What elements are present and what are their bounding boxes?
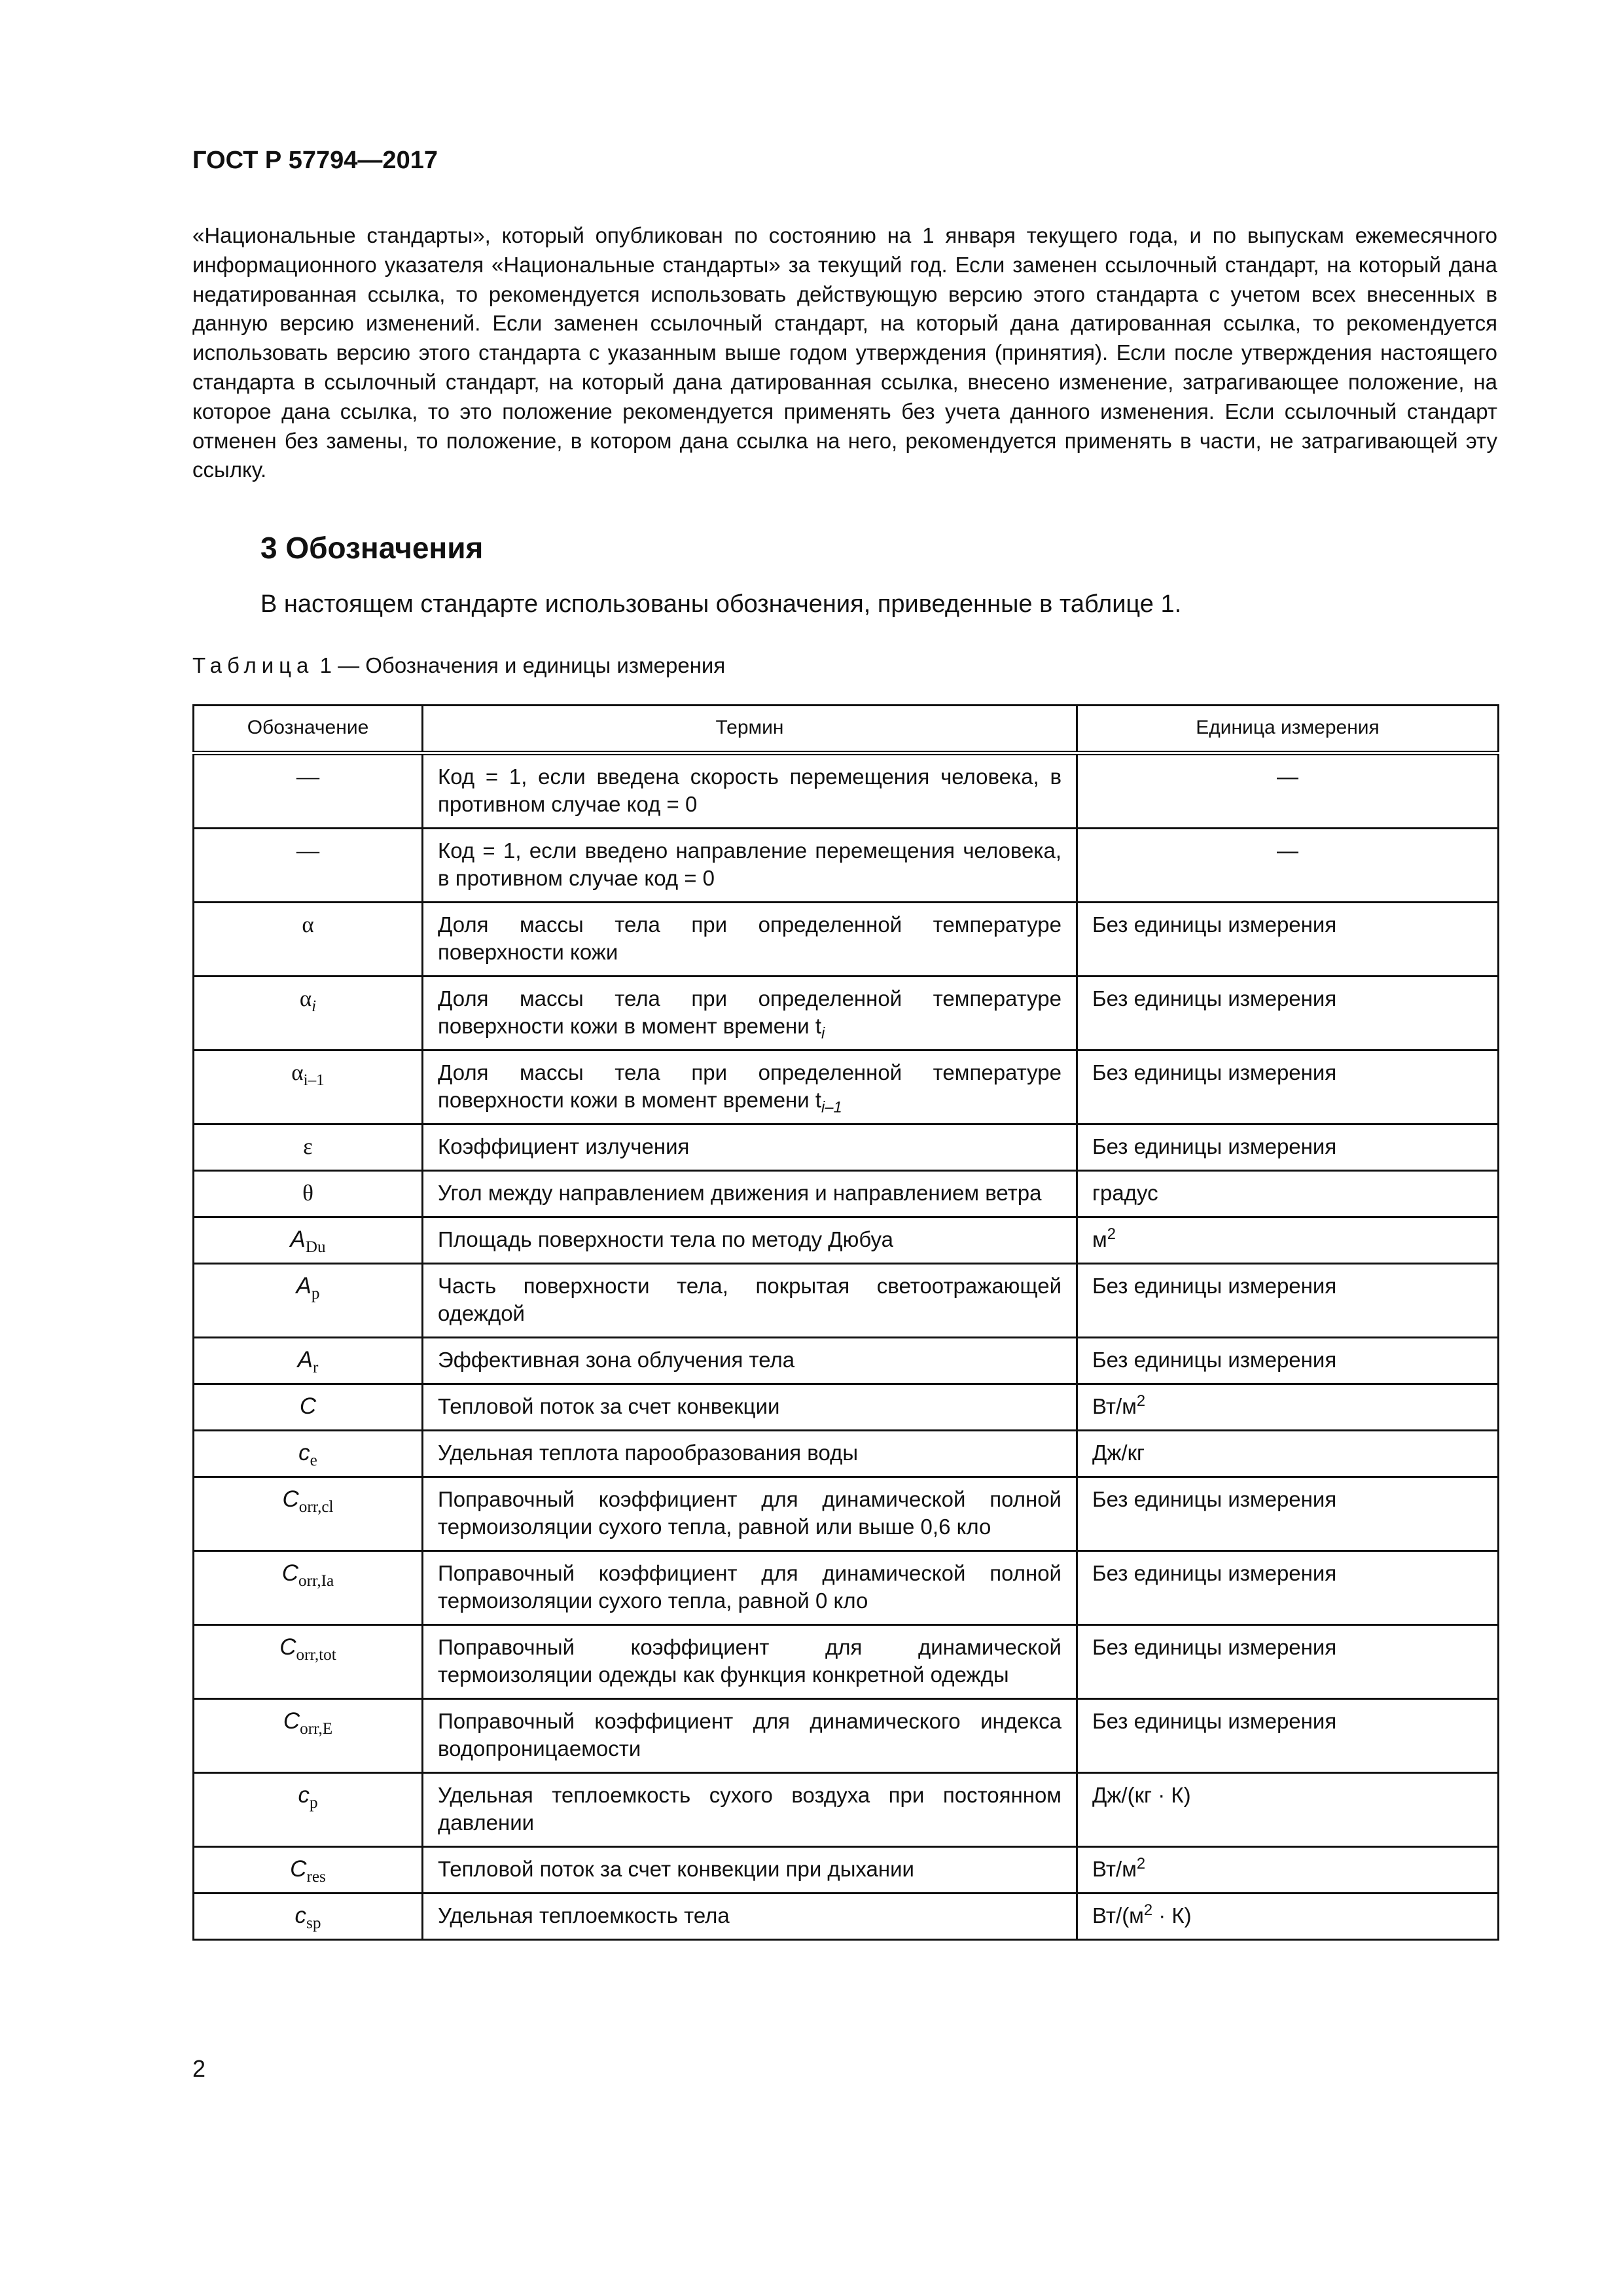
unit-cell [1077, 977, 1499, 1050]
table-row [194, 1431, 1499, 1477]
unit-tail: · К) [1152, 1903, 1192, 1928]
symbol-subscript: sp [306, 1914, 321, 1932]
symbol-base: A [296, 1273, 312, 1299]
symbol-cell [194, 1699, 423, 1773]
unit-text: Без единицы измерения [1092, 1134, 1337, 1158]
unit-cell [1077, 1699, 1499, 1773]
header-unit: Единица измерения [1077, 706, 1499, 753]
unit-cell [1077, 1124, 1499, 1171]
symbol-base: c [298, 1782, 310, 1808]
unit-cell [1077, 829, 1499, 903]
term-text: Удельная теплоемкость тела [438, 1903, 730, 1928]
term-cell [423, 977, 1077, 1050]
table-header-row [194, 706, 1499, 753]
unit-text: Без единицы измерения [1092, 1060, 1337, 1085]
unit-text: м [1092, 1227, 1107, 1251]
unit-text: Без единицы измерения [1092, 1487, 1337, 1511]
section-text: В настоящем стандарте использованы обозначения, приведенные в таблице 1. [260, 590, 1182, 618]
symbol-subscript: p [309, 1794, 318, 1812]
table-row [194, 977, 1499, 1050]
term-text: Площадь поверхности тела по методу Дюбуа [438, 1227, 893, 1251]
table-row [194, 1893, 1499, 1940]
symbol-base: α [299, 986, 312, 1011]
table-row [194, 753, 1499, 829]
table-caption-label: Таблица [192, 653, 314, 677]
unit-cell [1077, 1171, 1499, 1217]
table-row [194, 1551, 1499, 1625]
symbol-cell [194, 1893, 423, 1940]
unit-superscript: 2 [1107, 1225, 1116, 1243]
unit-text: Дж/кг [1092, 1441, 1145, 1465]
symbol-base: C [281, 1560, 299, 1586]
symbol-cell [194, 1050, 423, 1124]
symbol-subscript: orr,E [300, 1720, 333, 1738]
page-number: 2 [192, 2055, 206, 2082]
term-text: Удельная теплота парообразования воды [438, 1441, 859, 1465]
symbol-subscript: i [312, 997, 317, 1015]
unit-superscript: 2 [1136, 1855, 1146, 1873]
symbol-cell [194, 1338, 423, 1384]
intro-paragraph: «Национальные стандарты», который опубликован по состоянию на 1 января текущего года, и по выпускам ежемесячного информационного указателя «Национальные стандарты» за текущий год. Если заменен ссылочный стандарт, на который дана недатированная ссылка, то рекомендуется использовать действующую версию этого стандарта с учетом всех внесенных в данную версию изменений. Если заменен ссылочный стандарт, на который дана датированная ссылка, то рекомендуется использовать версию этого стандарта с указанным выше годом утверждения (принятия). Если после утверждения настоящего стандарта в ссылочный стандарт, на который дана датированная ссылка, внесено изменение, затрагивающее положение, на которое дана ссылка, то это положение рекомендуется применять без учета данного изменения. Если ссылочный стандарт отменен без замены, то положение, в котором дана ссылка на него, рекомендуется применять в части, не затрагивающей эту ссылку. [192, 223, 1497, 482]
term-text: Коэффициент излучения [438, 1134, 690, 1158]
unit-superscript: 2 [1143, 1901, 1153, 1919]
unit-text: Без единицы измерения [1092, 1348, 1337, 1372]
symbol-base: C [282, 1486, 299, 1512]
symbol-cell [194, 1384, 423, 1431]
term-cell [423, 1431, 1077, 1477]
term-text: Код = 1, если введена скорость перемещения человека, в противном случае код = 0 [438, 764, 1061, 816]
unit-text: градус [1092, 1181, 1158, 1205]
term-cell [423, 1264, 1077, 1338]
symbol-cell [194, 1551, 423, 1625]
unit-text: Вт/м [1092, 1857, 1137, 1881]
unit-text: — [1277, 764, 1298, 789]
table-row [194, 1338, 1499, 1384]
table-row [194, 1050, 1499, 1124]
unit-superscript: 2 [1136, 1392, 1146, 1410]
unit-cell [1077, 1893, 1499, 1940]
symbol-base: α [302, 912, 314, 937]
term-text: Поправочный коэффициент для динамического индекса водопроницаемости [438, 1709, 1061, 1761]
symbol-cell [194, 1124, 423, 1171]
symbol-base: C [290, 1856, 307, 1882]
symbol-base: — [296, 764, 319, 789]
term-text: Тепловой поток за счет конвекции при дыхании [438, 1857, 914, 1881]
unit-text: — [1277, 838, 1298, 863]
symbol-cell [194, 1264, 423, 1338]
designations-table [192, 704, 1499, 1941]
symbol-cell [194, 1171, 423, 1217]
term-cell [423, 1847, 1077, 1893]
unit-cell [1077, 1431, 1499, 1477]
symbol-base: c [298, 1440, 310, 1465]
header-term: Термин [423, 706, 1077, 753]
unit-text: Вт/(м [1092, 1903, 1144, 1928]
unit-cell [1077, 1050, 1499, 1124]
unit-cell [1077, 1217, 1499, 1264]
table-row [194, 1847, 1499, 1893]
term-text: Удельная теплоемкость сухого воздуха при постоянном давлении [438, 1783, 1061, 1835]
term-cell [423, 1171, 1077, 1217]
term-text: Код = 1, если введено направление перемещения человека, в противном случае код = 0 [438, 838, 1061, 890]
term-text: Поправочный коэффициент для динамической термоизоляции одежды как функция конкретной одежды [438, 1635, 1061, 1687]
symbol-subscript: e [310, 1452, 317, 1469]
unit-text: Дж/(кг · К) [1092, 1783, 1191, 1807]
table-row [194, 1477, 1499, 1551]
symbol-base: A [290, 1227, 306, 1252]
header-symbol: Обозначение [194, 706, 423, 753]
document-header: ГОСТ Р 57794—2017 [192, 147, 438, 174]
unit-cell [1077, 753, 1499, 829]
table-caption-text: 1 — Обозначения и единицы измерения [319, 653, 726, 677]
unit-cell [1077, 1338, 1499, 1384]
unit-text: Без единицы измерения [1092, 1635, 1337, 1659]
symbol-base: α [291, 1060, 304, 1085]
term-text: Доля массы тела при определенной температуре поверхности кожи в момент времени t [438, 1060, 1061, 1112]
unit-cell [1077, 1477, 1499, 1551]
table-row [194, 829, 1499, 903]
symbol-subscript: orr,Ia [298, 1572, 334, 1590]
symbol-cell [194, 977, 423, 1050]
symbol-cell [194, 1625, 423, 1699]
term-text: Поправочный коэффициент для динамической полной термоизоляции сухого тепла, равной или выше 0,6 кло [438, 1487, 1061, 1539]
table-row [194, 1171, 1499, 1217]
term-cell [423, 1551, 1077, 1625]
section-title: 3 Обозначения [260, 531, 484, 565]
unit-text: Без единицы измерения [1092, 1561, 1337, 1585]
term-text: Поправочный коэффициент для динамической полной термоизоляции сухого тепла, равной 0 кло [438, 1561, 1061, 1613]
symbol-base: A [297, 1347, 313, 1372]
table-row [194, 1124, 1499, 1171]
term-cell [423, 903, 1077, 977]
symbol-base: C [283, 1708, 300, 1734]
symbol-cell [194, 1847, 423, 1893]
symbol-base: c [294, 1903, 307, 1928]
unit-text: Без единицы измерения [1092, 912, 1337, 937]
unit-cell [1077, 1384, 1499, 1431]
term-cell [423, 829, 1077, 903]
term-cell [423, 1773, 1077, 1847]
term-text: Доля массы тела при определенной температуре поверхности кожи в момент времени t [438, 986, 1061, 1038]
symbol-subscript: Du [305, 1238, 326, 1256]
table-row [194, 1217, 1499, 1264]
term-cell [423, 1477, 1077, 1551]
symbol-cell [194, 1477, 423, 1551]
symbol-cell [194, 829, 423, 903]
term-cell [423, 1893, 1077, 1940]
symbol-cell [194, 1773, 423, 1847]
symbol-cell [194, 753, 423, 829]
unit-cell [1077, 903, 1499, 977]
term-cell [423, 753, 1077, 829]
term-text: Угол между направлением движения и направлением ветра [438, 1181, 1042, 1205]
term-text: Доля массы тела при определенной температуре поверхности кожи [438, 912, 1061, 964]
unit-cell [1077, 1264, 1499, 1338]
term-text: Эффективная зона облучения тела [438, 1348, 795, 1372]
symbol-base: θ [302, 1180, 313, 1206]
term-subscript: i–1 [821, 1098, 842, 1117]
unit-text: Без единицы измерения [1092, 1709, 1337, 1733]
table-row [194, 1625, 1499, 1699]
symbol-subscript: p [311, 1285, 320, 1302]
symbol-subscript: orr,tot [296, 1646, 336, 1664]
term-text: Часть поверхности тела, покрытая светоотражающей одеждой [438, 1274, 1061, 1325]
symbol-cell [194, 903, 423, 977]
symbol-subscript: orr,cl [298, 1498, 334, 1516]
table-row [194, 903, 1499, 977]
unit-cell [1077, 1551, 1499, 1625]
term-text: Тепловой поток за счет конвекции [438, 1394, 780, 1418]
term-cell [423, 1050, 1077, 1124]
symbol-cell [194, 1217, 423, 1264]
symbol-base: C [299, 1393, 317, 1419]
unit-cell [1077, 1625, 1499, 1699]
table-body [194, 753, 1499, 1940]
symbol-base: ε [303, 1134, 313, 1159]
unit-text: Без единицы измерения [1092, 1274, 1337, 1298]
term-cell [423, 1338, 1077, 1384]
term-cell [423, 1699, 1077, 1773]
symbol-subscript: res [306, 1868, 326, 1886]
table-row [194, 1384, 1499, 1431]
unit-cell [1077, 1773, 1499, 1847]
unit-text: Вт/м [1092, 1394, 1137, 1418]
term-cell [423, 1384, 1077, 1431]
term-cell [423, 1625, 1077, 1699]
table-caption [192, 653, 725, 678]
table-row [194, 1773, 1499, 1847]
term-cell [423, 1124, 1077, 1171]
symbol-base: — [296, 838, 319, 863]
table-row [194, 1699, 1499, 1773]
symbol-subscript: i–1 [303, 1071, 325, 1089]
unit-text: Без единицы измерения [1092, 986, 1337, 1011]
symbol-base: C [279, 1634, 296, 1660]
unit-cell [1077, 1847, 1499, 1893]
symbol-cell [194, 1431, 423, 1477]
table-row [194, 1264, 1499, 1338]
term-cell [423, 1217, 1077, 1264]
term-subscript: i [821, 1024, 825, 1043]
symbol-subscript: r [312, 1359, 319, 1376]
